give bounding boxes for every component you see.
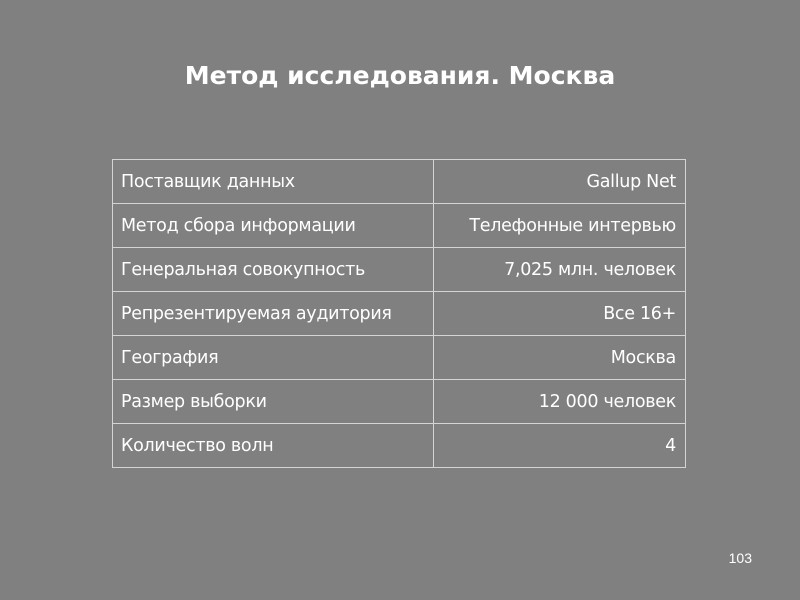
- row-label: Репрезентируемая аудитория: [113, 292, 434, 336]
- row-label: География: [113, 336, 434, 380]
- row-value: Gallup Net: [434, 160, 686, 204]
- table-row: [113, 424, 686, 468]
- row-value: Все 16+: [434, 292, 686, 336]
- row-value: 12 000 человек: [434, 380, 686, 424]
- table-row: [113, 160, 686, 204]
- slide-title: Метод исследования. Москва: [184, 61, 616, 90]
- table-row: [113, 292, 686, 336]
- method-table: [112, 159, 686, 468]
- table-row: [113, 248, 686, 292]
- row-label: Генеральная совокупность: [113, 248, 434, 292]
- row-label: Размер выборки: [113, 380, 434, 424]
- table-row: [113, 380, 686, 424]
- row-value: 4: [434, 424, 686, 468]
- table-row: [113, 336, 686, 380]
- row-value: 7,025 млн. человек: [434, 248, 686, 292]
- page-number: 103: [728, 550, 752, 566]
- row-value: Телефонные интервью: [434, 204, 686, 248]
- row-label: Метод сбора информации: [113, 204, 434, 248]
- row-value: Москва: [434, 336, 686, 380]
- row-label: Количество волн: [113, 424, 434, 468]
- row-label: Поставщик данных: [113, 160, 434, 204]
- table-row: [113, 204, 686, 248]
